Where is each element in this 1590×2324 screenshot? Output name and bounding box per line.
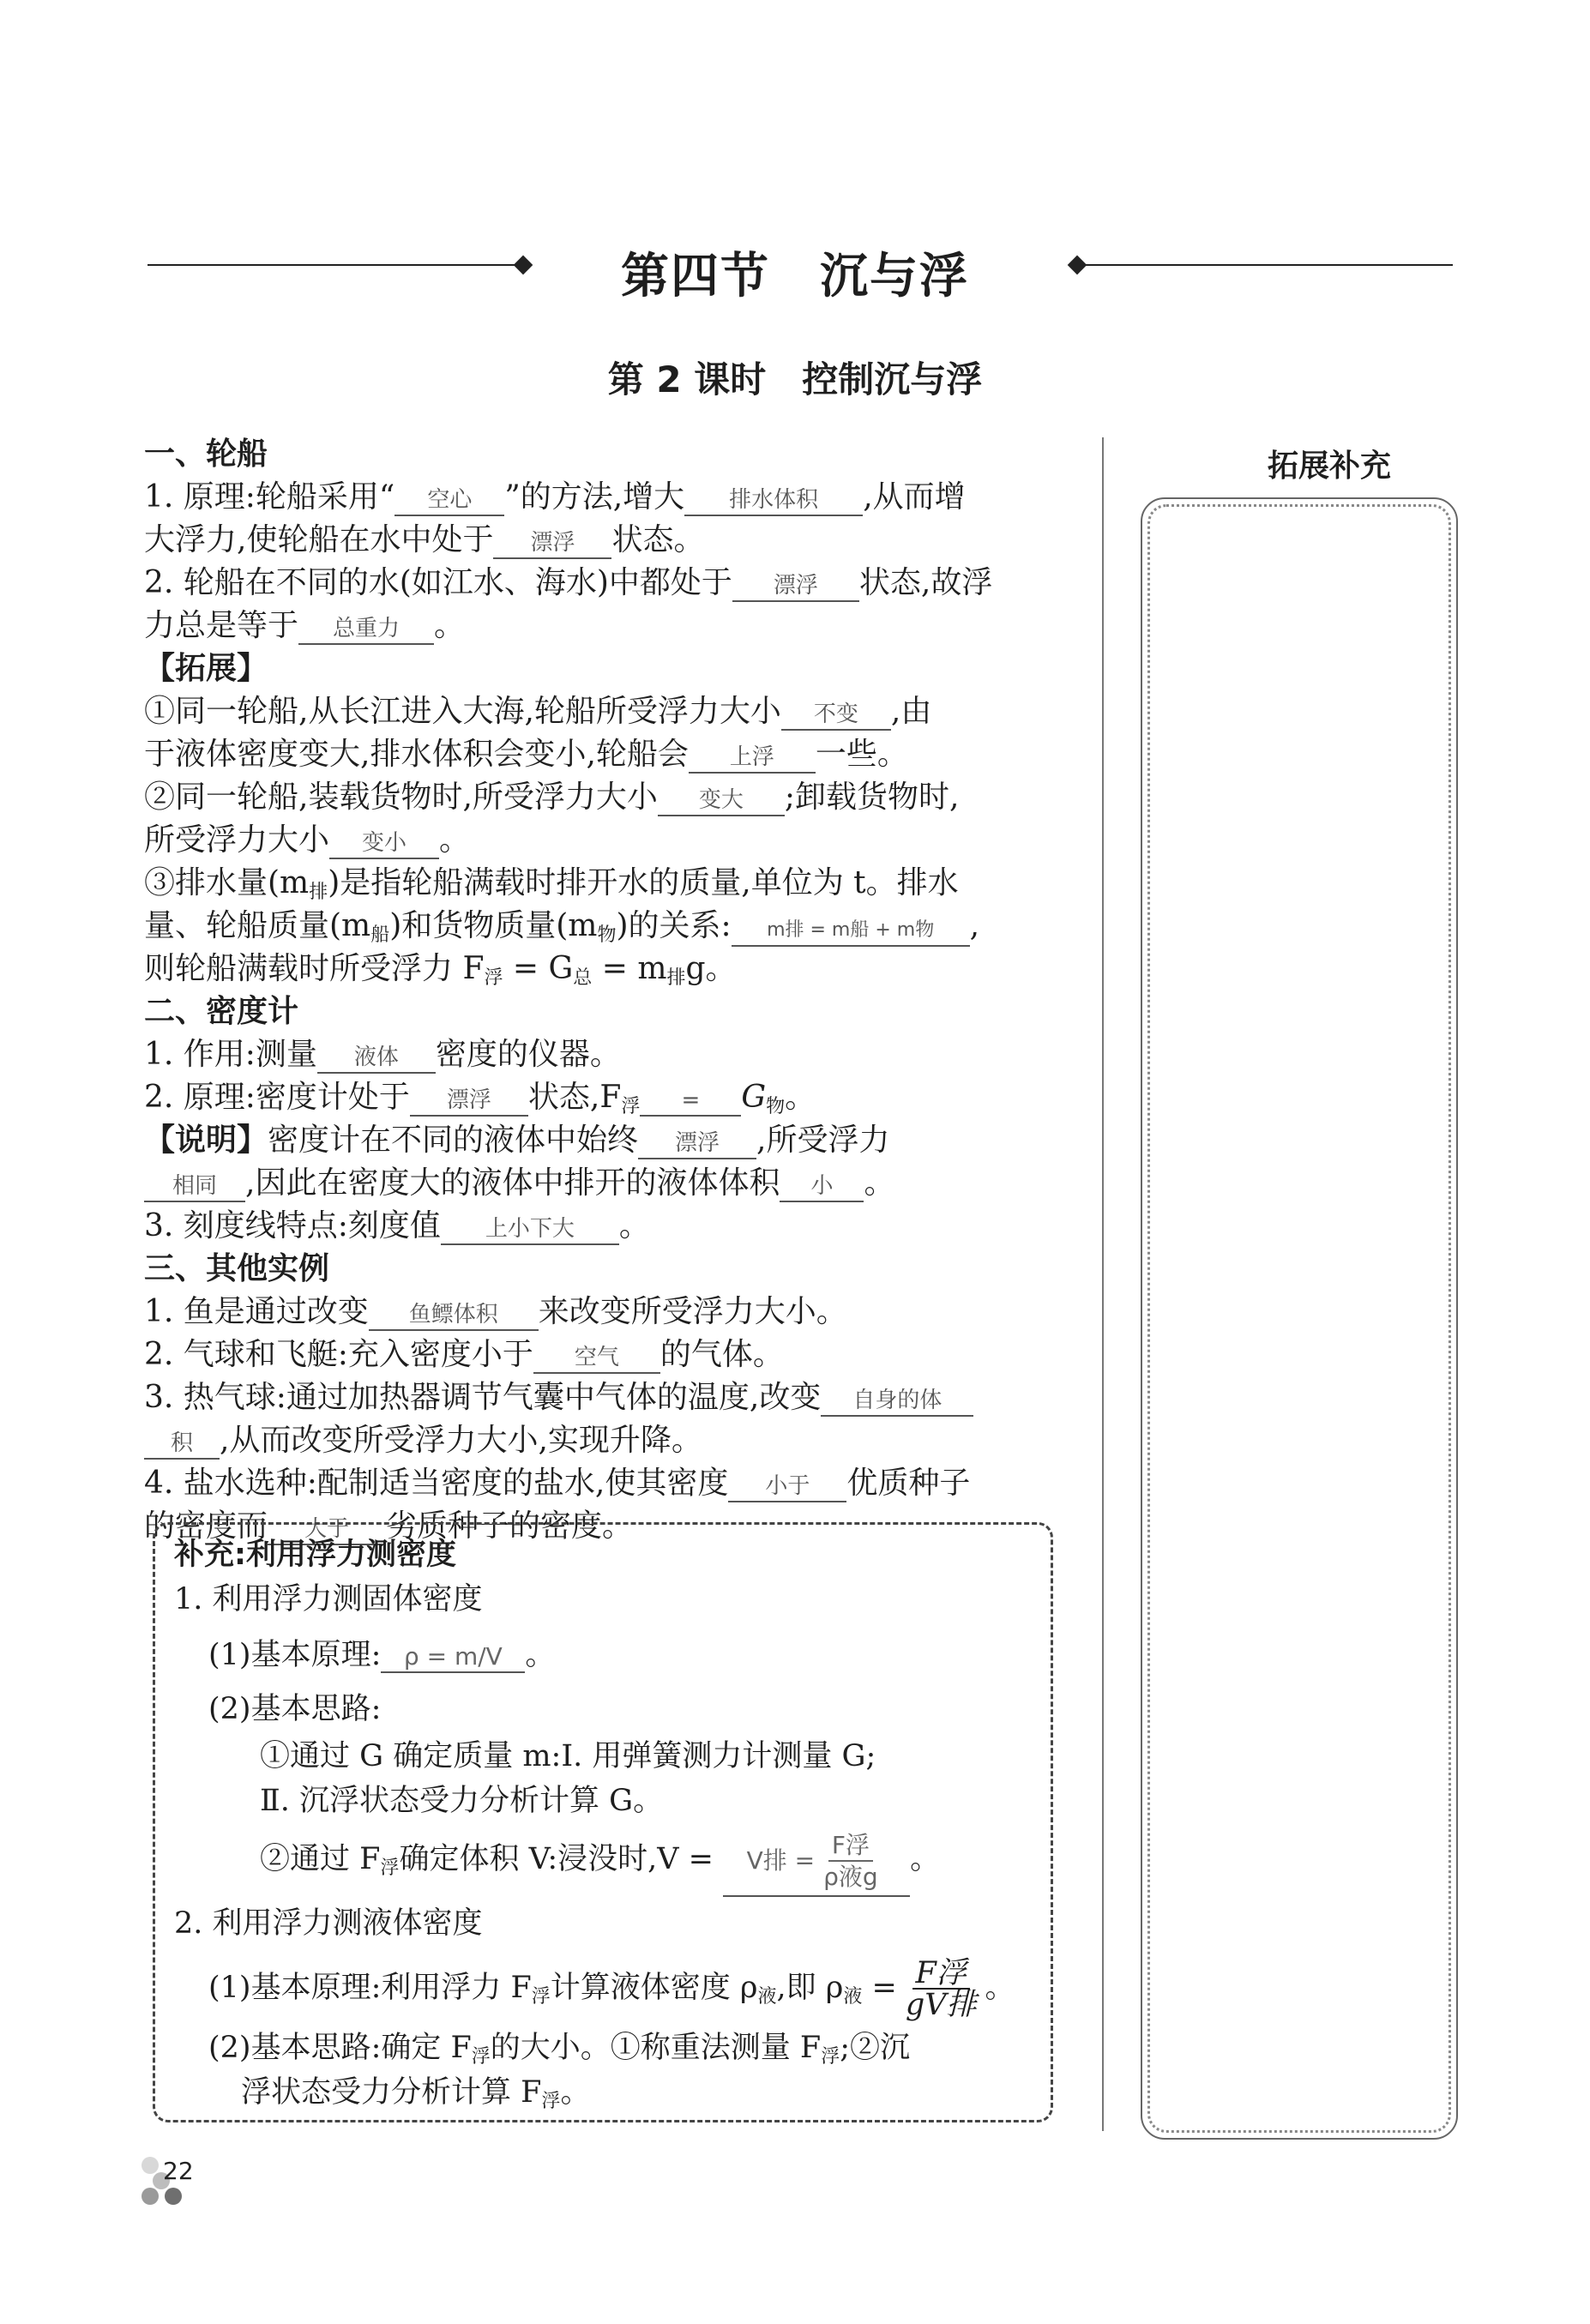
extension-item-1: ①同一轮船,从长江进入大海,轮船所受浮力大小 不变 ,由 — [144, 694, 932, 729]
example-seed-line: 4. 盐水选种:配制适当密度的盐水,使其密度 小于 优质种子 — [144, 1466, 971, 1501]
supp-solid-title: 1. 利用浮力测固体密度 — [174, 1582, 483, 1617]
ship-water-line: 2. 轮船在不同的水(如江水、海水)中都处于 漂浮 状态,故浮 — [144, 565, 993, 600]
supplement-box — [153, 1522, 1053, 2122]
answer-blank: 积 — [144, 1429, 220, 1460]
supp-solid-approach: (2)基本思路: — [208, 1692, 382, 1726]
page-dot-icon — [142, 2188, 159, 2205]
supp-solid-volume: ②通过 $F_浮$确定体积 V:浸没时,V = V排 = $\frac{\text{F浮}}{\text{ρ液g}}$ 。 — [260, 1825, 940, 1903]
example-fish-line: 1. 鱼是通过改变 鱼鳔体积 来改变所受浮力大小。 — [144, 1294, 847, 1329]
answer-blank: m排 = m船 + m物 — [732, 916, 970, 947]
answer-blank: 变小 — [329, 828, 439, 859]
section-heading-ship: 一、轮船 — [144, 437, 268, 472]
answer-blank: 相同 — [144, 1171, 245, 1202]
column-divider — [1102, 437, 1104, 2131]
notes-frame-border — [1147, 504, 1451, 2133]
answer-blank: 排水体积 — [684, 485, 863, 516]
answer-blank: 上小下大 — [441, 1214, 619, 1245]
section-heading-hydrometer: 二、密度计 — [144, 994, 299, 1029]
answer-blank: 漂浮 — [410, 1086, 528, 1117]
page-dot-icon — [142, 2157, 159, 2174]
supp-liquid-principle: (1)基本原理:利用浮力 $F_浮$计算液体密度 $\rho_液$,即 $\rho_液$ = $\frac{\text{F浮}}{\text{gV排}}$ 。 — [208, 1955, 1015, 2022]
answer-blank: 漂浮 — [732, 571, 859, 602]
hydrometer-note-line: 【说明】密度计在不同的液体中始终 漂浮 ,所受浮力 — [144, 1123, 890, 1158]
supplement-heading: 补充:利用浮力测密度 — [174, 1538, 456, 1572]
ship-principle-line: 1. 原理:轮船采用“ 空心 ”的方法,增大 排水体积 ,从而增 — [144, 479, 966, 515]
page-number: 22 — [163, 2157, 194, 2185]
extension-item-2b: 所受浮力大小 变小 。 — [144, 822, 471, 858]
answer-blank: 小 — [780, 1171, 864, 1202]
answer-blank: V排 = $\frac{\text{F浮}}{\text{ρ液g}}$ — [723, 1827, 910, 1897]
supp-solid-mass-2: Ⅱ. 沉浮状态受力分析计算 G。 — [260, 1784, 664, 1818]
answer-blank: 大于 — [268, 1514, 386, 1545]
ship-water-line-2: 力总是等于 总重力 。 — [144, 608, 466, 643]
extension-item-3b: 量、轮船质量$(m_船)$和货物质量$(m_物)$的关系: m排 = m船 + m物 , — [144, 908, 980, 946]
answer-blank: 液体 — [317, 1043, 436, 1074]
section-heading-examples: 三、其他实例 — [144, 1251, 330, 1286]
answer-blank: 漂浮 — [638, 1129, 756, 1159]
answer-blank: 空心 — [394, 485, 504, 516]
answer-blank: = — [640, 1086, 741, 1117]
extension-item-2: ②同一轮船,装载货物时,所受浮力大小 变大 ;卸载货物时, — [144, 780, 960, 815]
answer-blank: 自身的体 — [821, 1386, 973, 1417]
answer-blank: 不变 — [781, 700, 891, 731]
page-dot-icon — [165, 2188, 182, 2205]
hydrometer-principle-line: 2. 原理:密度计处于 漂浮 状态$,F_浮 = G_物$。 — [144, 1080, 816, 1117]
supp-liquid-title: 2. 利用浮力测液体密度 — [174, 1906, 483, 1941]
supp-solid-mass: ①通过 G 确定质量 m:Ⅰ. 用弹簧测力计测量 G; — [260, 1739, 876, 1773]
side-title: 拓展补充 — [1267, 449, 1391, 484]
lesson-subtitle: 第 2 课时 控制沉与浮 — [607, 358, 983, 400]
ship-principle-line-2: 大浮力,使轮船在水中处于 漂浮 状态。 — [144, 522, 705, 557]
example-balloon-line: 2. 气球和飞艇:充入密度小于 空气 的气体。 — [144, 1337, 784, 1372]
example-hot-air-balloon-line: 3. 热气球:通过加热器调节气囊中气体的温度,改变 自身的体 — [144, 1376, 973, 1419]
example-seed-line-2: 的密度而 大于 劣质种子的密度。 — [144, 1508, 634, 1544]
extension-label: 【拓展】 — [144, 651, 268, 686]
hydrometer-scale-line: 3. 刻度线特点:刻度值 上小下大 。 — [144, 1208, 650, 1243]
title-rule-right — [1082, 264, 1453, 266]
answer-blank: 变大 — [658, 786, 785, 816]
example-hot-air-balloon-line-2: 积 ,从而改变所受浮力大小,实现升降。 — [144, 1419, 702, 1462]
extension-item-1b: 于液体密度变大,排水体积会变小,轮船会 上浮 一些。 — [144, 737, 908, 772]
supp-liquid-approach: (2)基本思路:确定 $F_浮$的大小。①称重法测量 $F_浮;②$沉 — [208, 2031, 911, 2068]
extension-item-3c: 则轮船满载时所受浮力 $F_浮 = G_总 = m_排g$。 — [144, 951, 737, 989]
answer-blank: 空气 — [533, 1343, 660, 1374]
answer-blank: 上浮 — [689, 743, 816, 774]
answer-blank: 小于 — [728, 1472, 846, 1502]
supp-liquid-approach-2: 浮状态受力分析计算 $F_浮$。 — [241, 2075, 591, 2112]
extension-item-3: ③排水量$(m_排)$是指轮船满载时排开水的质量,单位为 t。排水 — [144, 865, 959, 903]
hydrometer-note-line-2: 相同 ,因此在密度大的液体中排开的液体体积 小 。 — [144, 1162, 894, 1205]
answer-blank: ρ = m/V — [381, 1642, 525, 1673]
answer-blank: 漂浮 — [493, 528, 611, 559]
answer-blank: 总重力 — [298, 614, 434, 645]
hydrometer-use-line: 1. 作用:测量 液体 密度的仪器。 — [144, 1037, 621, 1072]
answer-blank: 鱼鳔体积 — [369, 1300, 539, 1331]
supp-solid-principle: (1)基本原理: ρ = m/V 。 — [208, 1638, 556, 1672]
page-title: 第四节 沉与浮 — [621, 248, 969, 304]
